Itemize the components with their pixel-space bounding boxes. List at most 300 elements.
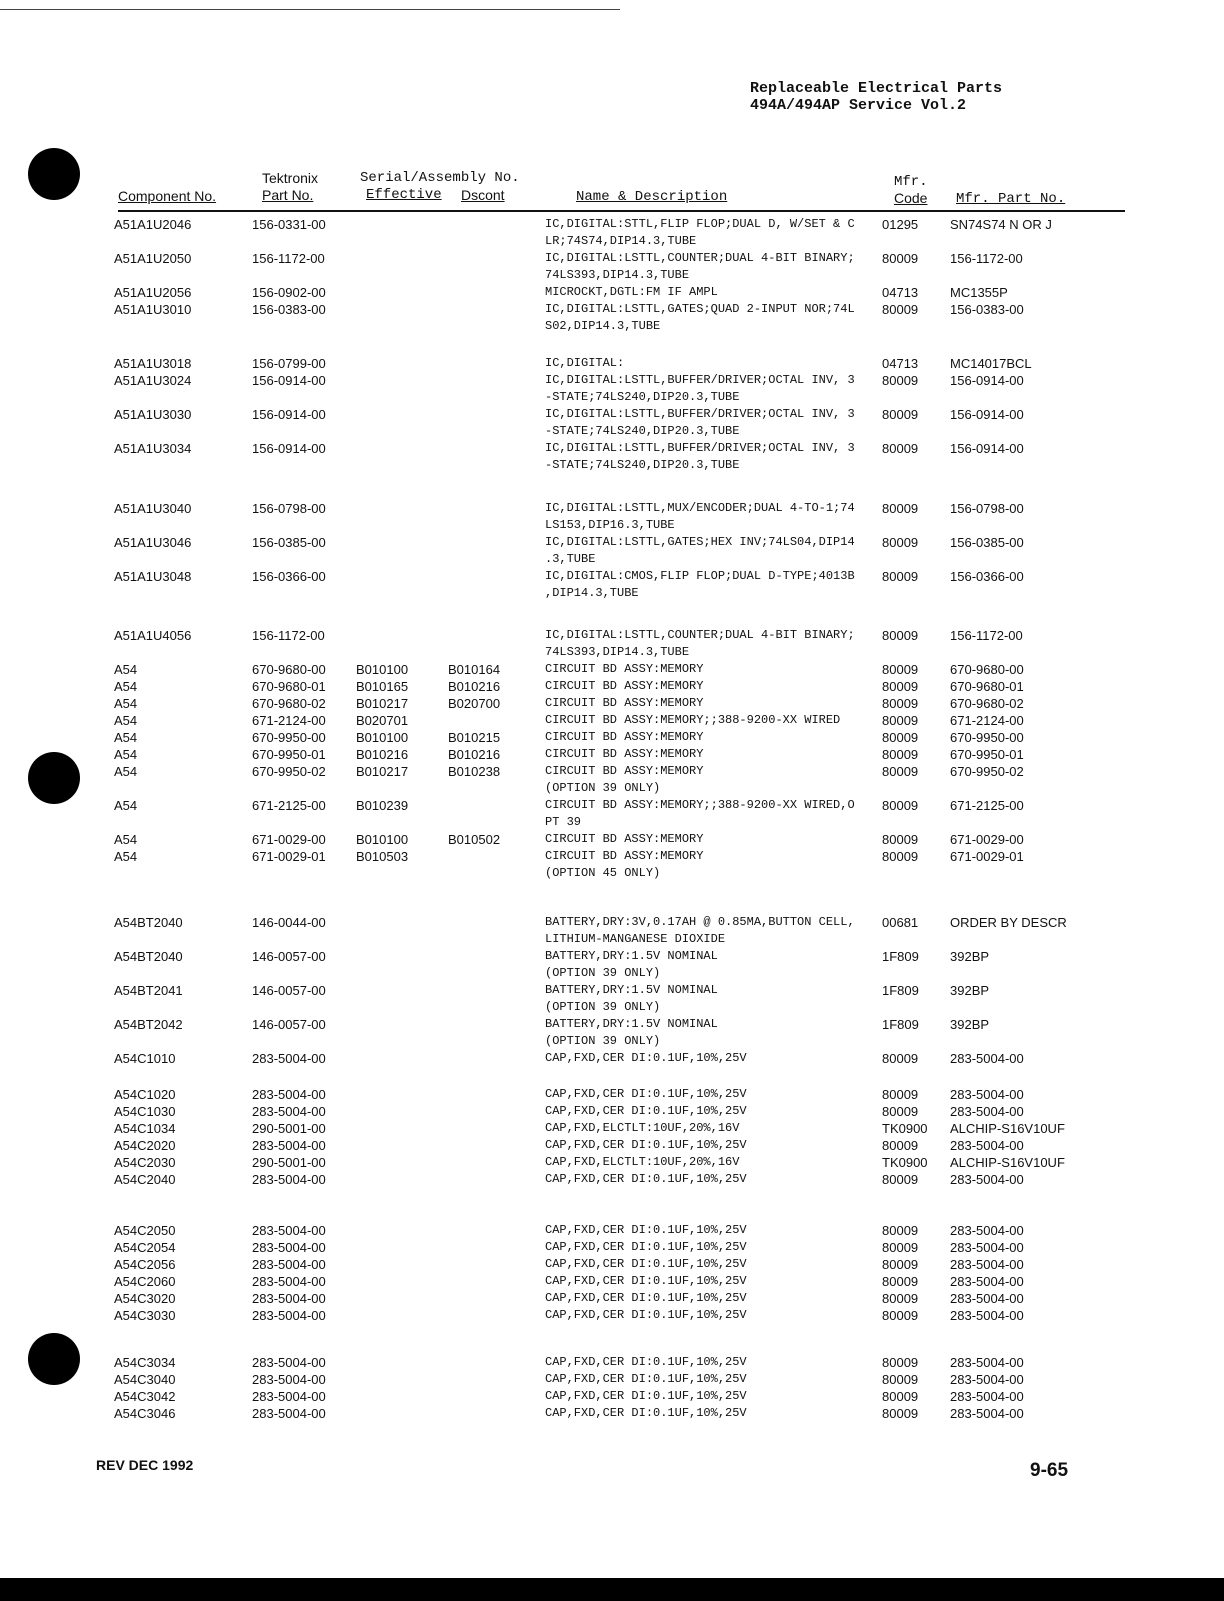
component-no: A54C2030 bbox=[114, 1155, 176, 1170]
table-row bbox=[0, 1388, 1224, 1405]
tek-part-no: 146-0057-00 bbox=[252, 983, 326, 998]
description: CAP,FXD,CER DI:0.1UF,10%,25V bbox=[545, 1138, 747, 1152]
component-no: A54C2060 bbox=[114, 1274, 176, 1289]
mfr-code: 04713 bbox=[882, 285, 919, 300]
table-row bbox=[0, 1256, 1224, 1273]
tek-part-no: 671-0029-00 bbox=[252, 832, 326, 847]
table-row-continuation bbox=[0, 517, 1224, 534]
description: IC,DIGITAL:LSTTL,GATES;QUAD 2-INPUT NOR;74L bbox=[545, 302, 855, 316]
serial-effective: B010216 bbox=[356, 747, 409, 762]
tek-part-no: 670-9950-01 bbox=[252, 747, 326, 762]
component-no: A51A1U4056 bbox=[114, 628, 192, 643]
tek-part-no: 283-5004-00 bbox=[252, 1389, 326, 1404]
tek-part-no: 283-5004-00 bbox=[252, 1240, 326, 1255]
description: CIRCUIT BD ASSY:MEMORY bbox=[545, 679, 704, 693]
description: CIRCUIT BD ASSY:MEMORY bbox=[545, 832, 704, 846]
description: IC,DIGITAL:LSTTL,BUFFER/DRIVER;OCTAL INV, 3 bbox=[545, 407, 855, 421]
table-row bbox=[0, 1307, 1224, 1324]
tek-part-no: 156-0799-00 bbox=[252, 356, 326, 371]
description: CAP,FXD,CER DI:0.1UF,10%,25V bbox=[545, 1223, 747, 1237]
table-row bbox=[0, 948, 1224, 965]
description: CAP,FXD,CER DI:0.1UF,10%,25V bbox=[545, 1274, 747, 1288]
mfr-code: 80009 bbox=[882, 730, 919, 745]
description: -STATE;74LS240,DIP20.3,TUBE bbox=[545, 424, 740, 438]
mfr-part-no: MC1355P bbox=[950, 285, 1008, 300]
mfr-part-no: 392BP bbox=[950, 1017, 990, 1032]
row-group bbox=[0, 1222, 1224, 1324]
mfr-code: 80009 bbox=[882, 1138, 919, 1153]
tek-part-no: 670-9680-00 bbox=[252, 662, 326, 677]
tek-part-no: 156-0383-00 bbox=[252, 302, 326, 317]
table-row bbox=[0, 250, 1224, 267]
table-row bbox=[0, 1273, 1224, 1290]
table-row-continuation bbox=[0, 931, 1224, 948]
component-no: A54C1010 bbox=[114, 1051, 176, 1066]
binder-hole-top bbox=[28, 148, 80, 200]
col-mfr-part: Mfr. Part No. bbox=[956, 191, 1066, 207]
tek-part-no: 156-1172-00 bbox=[252, 251, 325, 266]
serial-effective: B010100 bbox=[356, 662, 409, 677]
component-no: A54 bbox=[114, 696, 138, 711]
component-no: A54C1020 bbox=[114, 1087, 176, 1102]
component-no: A54C3030 bbox=[114, 1308, 176, 1323]
tek-part-no: 283-5004-00 bbox=[252, 1138, 326, 1153]
serial-dscont: B010216 bbox=[448, 747, 501, 762]
tek-part-no: 283-5004-00 bbox=[252, 1291, 326, 1306]
description: LR;74S74,DIP14.3,TUBE bbox=[545, 234, 697, 248]
table-row-continuation bbox=[0, 551, 1224, 568]
description: IC,DIGITAL:LSTTL,BUFFER/DRIVER;OCTAL INV, 3 bbox=[545, 373, 855, 387]
mfr-part-no: 670-9950-02 bbox=[950, 764, 1024, 779]
component-no: A54 bbox=[114, 764, 138, 779]
tek-part-no: 146-0044-00 bbox=[252, 915, 326, 930]
description: IC,DIGITAL: bbox=[545, 356, 625, 370]
table-row bbox=[0, 712, 1224, 729]
mfr-code: 80009 bbox=[882, 849, 919, 864]
table-row bbox=[0, 406, 1224, 423]
tek-part-no: 670-9950-02 bbox=[252, 764, 326, 779]
table-row bbox=[0, 284, 1224, 301]
tek-part-no: 671-2124-00 bbox=[252, 713, 326, 728]
table-row-continuation bbox=[0, 1033, 1224, 1050]
row-group bbox=[0, 216, 1224, 335]
component-no: A54C1030 bbox=[114, 1104, 176, 1119]
table-row bbox=[0, 1154, 1224, 1171]
description: MICROCKT,DGTL:FM IF AMPL bbox=[545, 285, 718, 299]
mfr-part-no: 671-2125-00 bbox=[950, 798, 1024, 813]
component-no: A51A1U2056 bbox=[114, 285, 192, 300]
mfr-code: TK0900 bbox=[882, 1121, 928, 1136]
table-row bbox=[0, 534, 1224, 551]
description: CAP,FXD,CER DI:0.1UF,10%,25V bbox=[545, 1406, 747, 1420]
description: CIRCUIT BD ASSY:MEMORY bbox=[545, 696, 704, 710]
mfr-code: 80009 bbox=[882, 1257, 919, 1272]
mfr-part-no: SN74S74 N OR J bbox=[950, 217, 1052, 232]
component-no: A54BT2040 bbox=[114, 915, 183, 930]
component-no: A51A1U2046 bbox=[114, 217, 192, 232]
tek-part-no: 283-5004-00 bbox=[252, 1274, 326, 1289]
mfr-code: 80009 bbox=[882, 747, 919, 762]
mfr-part-no: 283-5004-00 bbox=[950, 1308, 1024, 1323]
mfr-code: 80009 bbox=[882, 373, 919, 388]
tek-part-no: 146-0057-00 bbox=[252, 949, 326, 964]
mfr-part-no: 283-5004-00 bbox=[950, 1389, 1024, 1404]
mfr-code: 80009 bbox=[882, 1051, 919, 1066]
table-row bbox=[0, 1016, 1224, 1033]
component-no: A54BT2042 bbox=[114, 1017, 183, 1032]
mfr-part-no: 283-5004-00 bbox=[950, 1372, 1024, 1387]
description: CAP,FXD,CER DI:0.1UF,10%,25V bbox=[545, 1104, 747, 1118]
header-title: Replaceable Electrical Parts bbox=[750, 80, 1003, 97]
component-no: A54 bbox=[114, 798, 138, 813]
tek-part-no: 156-0914-00 bbox=[252, 373, 326, 388]
component-no: A54 bbox=[114, 662, 138, 677]
table-row bbox=[0, 1137, 1224, 1154]
description: LS153,DIP16.3,TUBE bbox=[545, 518, 675, 532]
serial-dscont: B010164 bbox=[448, 662, 501, 677]
description: LITHIUM-MANGANESE DIOXIDE bbox=[545, 932, 726, 946]
component-no: A51A1U2050 bbox=[114, 251, 192, 266]
description: CAP,FXD,CER DI:0.1UF,10%,25V bbox=[545, 1372, 747, 1386]
mfr-part-no: 392BP bbox=[950, 949, 990, 964]
col-serial: Serial/Assembly No. bbox=[360, 170, 520, 186]
description: CAP,FXD,CER DI:0.1UF,10%,25V bbox=[545, 1291, 747, 1305]
tek-part-no: 156-0331-00 bbox=[252, 217, 326, 232]
table-row bbox=[0, 1086, 1224, 1103]
component-no: A51A1U3030 bbox=[114, 407, 192, 422]
table-row bbox=[0, 1050, 1224, 1067]
row-group bbox=[0, 500, 1224, 602]
table-row bbox=[0, 763, 1224, 780]
table-row-continuation bbox=[0, 814, 1224, 831]
mfr-code: 80009 bbox=[882, 1291, 919, 1306]
table-row-continuation bbox=[0, 318, 1224, 335]
row-group bbox=[0, 1086, 1224, 1188]
description: -STATE;74LS240,DIP20.3,TUBE bbox=[545, 458, 740, 472]
component-no: A51A1U3010 bbox=[114, 302, 192, 317]
table-row-continuation bbox=[0, 999, 1224, 1016]
tek-part-no: 670-9680-01 bbox=[252, 679, 326, 694]
table-row bbox=[0, 831, 1224, 848]
component-no: A54C3040 bbox=[114, 1372, 176, 1387]
mfr-part-no: 156-1172-00 bbox=[950, 628, 1023, 643]
component-no: A54 bbox=[114, 730, 138, 745]
tek-part-no: 670-9950-00 bbox=[252, 730, 326, 745]
description: IC,DIGITAL:LSTTL,COUNTER;DUAL 4-BIT BINARY; bbox=[545, 628, 855, 642]
header-rule bbox=[118, 210, 1125, 212]
table-row bbox=[0, 797, 1224, 814]
revision-date: REV DEC 1992 bbox=[96, 1457, 194, 1473]
mfr-part-no: 283-5004-00 bbox=[950, 1274, 1024, 1289]
table-row bbox=[0, 216, 1224, 233]
description: CAP,FXD,CER DI:0.1UF,10%,25V bbox=[545, 1051, 747, 1065]
component-no: A54BT2041 bbox=[114, 983, 183, 998]
component-no: A54 bbox=[114, 713, 138, 728]
table-row-continuation bbox=[0, 423, 1224, 440]
component-no: A54 bbox=[114, 747, 138, 762]
mfr-part-no: 283-5004-00 bbox=[950, 1257, 1024, 1272]
col-dscont: Dscont bbox=[461, 187, 505, 203]
component-no: A54BT2040 bbox=[114, 949, 183, 964]
tek-part-no: 290-5001-00 bbox=[252, 1121, 326, 1136]
table-row bbox=[0, 695, 1224, 712]
mfr-part-no: 156-0385-00 bbox=[950, 535, 1024, 550]
table-row bbox=[0, 1171, 1224, 1188]
description: CAP,FXD,CER DI:0.1UF,10%,25V bbox=[545, 1257, 747, 1271]
mfr-code: 80009 bbox=[882, 832, 919, 847]
mfr-part-no: 283-5004-00 bbox=[950, 1291, 1024, 1306]
mfr-part-no: 156-1172-00 bbox=[950, 251, 1023, 266]
description: CIRCUIT BD ASSY:MEMORY;;388-9200-XX WIRED bbox=[545, 713, 841, 727]
row-group bbox=[0, 1354, 1224, 1422]
serial-dscont: B010238 bbox=[448, 764, 501, 779]
table-row bbox=[0, 1222, 1224, 1239]
col-name-desc: Name & Description bbox=[576, 189, 728, 205]
description: BATTERY,DRY:1.5V NOMINAL bbox=[545, 1017, 718, 1031]
description: CAP,FXD,CER DI:0.1UF,10%,25V bbox=[545, 1355, 747, 1369]
mfr-code: 00681 bbox=[882, 915, 919, 930]
table-row bbox=[0, 729, 1224, 746]
mfr-code: 1F809 bbox=[882, 1017, 919, 1032]
tek-part-no: 283-5004-00 bbox=[252, 1051, 326, 1066]
mfr-part-no: 671-2124-00 bbox=[950, 713, 1024, 728]
table-row-continuation bbox=[0, 389, 1224, 406]
mfr-part-no: 283-5004-00 bbox=[950, 1223, 1024, 1238]
table-row bbox=[0, 914, 1224, 931]
mfr-code: 80009 bbox=[882, 1389, 919, 1404]
serial-effective: B010217 bbox=[356, 764, 409, 779]
tek-part-no: 283-5004-00 bbox=[252, 1308, 326, 1323]
col-tek-part: Part No. bbox=[262, 187, 314, 203]
mfr-code: 80009 bbox=[882, 1406, 919, 1421]
col-component: Component No. bbox=[118, 188, 217, 204]
component-no: A51A1U3024 bbox=[114, 373, 192, 388]
serial-effective: B010165 bbox=[356, 679, 409, 694]
mfr-code: 80009 bbox=[882, 1104, 919, 1119]
serial-dscont: B010502 bbox=[448, 832, 501, 847]
description: ,DIP14.3,TUBE bbox=[545, 586, 639, 600]
mfr-code: 80009 bbox=[882, 501, 919, 516]
serial-effective: B010217 bbox=[356, 696, 409, 711]
mfr-code: 80009 bbox=[882, 696, 919, 711]
tek-part-no: 283-5004-00 bbox=[252, 1172, 326, 1187]
mfr-code: 80009 bbox=[882, 662, 919, 677]
description: CAP,FXD,ELCTLT:10UF,20%,16V bbox=[545, 1155, 740, 1169]
tek-part-no: 156-0902-00 bbox=[252, 285, 326, 300]
mfr-code: 01295 bbox=[882, 217, 919, 232]
page-number: 9-65 bbox=[1030, 1460, 1069, 1481]
serial-dscont: B020700 bbox=[448, 696, 501, 711]
header-subtitle: 494A/494AP Service Vol.2 bbox=[750, 97, 967, 114]
tek-part-no: 156-0798-00 bbox=[252, 501, 326, 516]
mfr-part-no: 156-0366-00 bbox=[950, 569, 1024, 584]
table-row bbox=[0, 355, 1224, 372]
col-tek-label: Tektronix bbox=[262, 170, 319, 186]
mfr-code: 80009 bbox=[882, 798, 919, 813]
description: (OPTION 39 ONLY) bbox=[545, 966, 661, 980]
tek-part-no: 156-1172-00 bbox=[252, 628, 325, 643]
table-row bbox=[0, 982, 1224, 999]
tek-part-no: 670-9680-02 bbox=[252, 696, 326, 711]
table-row bbox=[0, 1405, 1224, 1422]
mfr-part-no: MC14017BCL bbox=[950, 356, 1032, 371]
row-group bbox=[0, 914, 1224, 1067]
page-header bbox=[750, 80, 1002, 114]
description: CIRCUIT BD ASSY:MEMORY bbox=[545, 747, 704, 761]
mfr-code: 80009 bbox=[882, 1308, 919, 1323]
table-row bbox=[0, 1120, 1224, 1137]
tek-part-no: 283-5004-00 bbox=[252, 1104, 326, 1119]
description: CAP,FXD,CER DI:0.1UF,10%,25V bbox=[545, 1240, 747, 1254]
mfr-code: 80009 bbox=[882, 1223, 919, 1238]
mfr-code: 04713 bbox=[882, 356, 919, 371]
component-no: A54C2050 bbox=[114, 1223, 176, 1238]
description: CIRCUIT BD ASSY:MEMORY bbox=[545, 662, 704, 676]
tek-part-no: 156-0914-00 bbox=[252, 441, 326, 456]
table-row bbox=[0, 301, 1224, 318]
component-no: A54C2056 bbox=[114, 1257, 176, 1272]
mfr-part-no: 670-9680-02 bbox=[950, 696, 1024, 711]
mfr-code: 80009 bbox=[882, 713, 919, 728]
mfr-part-no: 283-5004-00 bbox=[950, 1104, 1024, 1119]
description: IC,DIGITAL:LSTTL,BUFFER/DRIVER;OCTAL INV, 3 bbox=[545, 441, 855, 455]
tek-part-no: 283-5004-00 bbox=[252, 1257, 326, 1272]
description: (OPTION 39 ONLY) bbox=[545, 781, 661, 795]
col-mfr-code: Code bbox=[894, 190, 928, 206]
mfr-part-no: ALCHIP-S16V10UF bbox=[950, 1155, 1065, 1170]
component-no: A54 bbox=[114, 679, 138, 694]
col-mfr-label: Mfr. bbox=[894, 174, 928, 190]
description: (OPTION 45 ONLY) bbox=[545, 866, 661, 880]
table-row-continuation bbox=[0, 865, 1224, 882]
tek-part-no: 671-2125-00 bbox=[252, 798, 326, 813]
table-row bbox=[0, 661, 1224, 678]
mfr-part-no: 670-9680-01 bbox=[950, 679, 1024, 694]
description: CAP,FXD,CER DI:0.1UF,10%,25V bbox=[545, 1308, 747, 1322]
mfr-part-no: 156-0383-00 bbox=[950, 302, 1024, 317]
table-row-continuation bbox=[0, 644, 1224, 661]
mfr-code: 80009 bbox=[882, 302, 919, 317]
component-no: A54C2054 bbox=[114, 1240, 176, 1255]
mfr-part-no: 670-9950-01 bbox=[950, 747, 1024, 762]
mfr-part-no: 671-0029-01 bbox=[950, 849, 1024, 864]
table-row bbox=[0, 372, 1224, 389]
component-no: A54C1034 bbox=[114, 1121, 176, 1136]
serial-effective: B010503 bbox=[356, 849, 409, 864]
tek-part-no: 283-5004-00 bbox=[252, 1355, 326, 1370]
mfr-code: 80009 bbox=[882, 628, 919, 643]
table-row bbox=[0, 500, 1224, 517]
tek-part-no: 283-5004-00 bbox=[252, 1223, 326, 1238]
serial-effective: B010100 bbox=[356, 832, 409, 847]
table-row bbox=[0, 1354, 1224, 1371]
component-no: A51A1U3034 bbox=[114, 441, 192, 456]
mfr-code: 80009 bbox=[882, 441, 919, 456]
component-no: A54 bbox=[114, 849, 138, 864]
mfr-code: 80009 bbox=[882, 764, 919, 779]
component-no: A54C3020 bbox=[114, 1291, 176, 1306]
table-row bbox=[0, 1371, 1224, 1388]
mfr-part-no: ALCHIP-S16V10UF bbox=[950, 1121, 1065, 1136]
mfr-part-no: 670-9680-00 bbox=[950, 662, 1024, 677]
serial-effective: B010239 bbox=[356, 798, 409, 813]
mfr-part-no: 283-5004-00 bbox=[950, 1087, 1024, 1102]
component-no: A51A1U3018 bbox=[114, 356, 192, 371]
component-no: A51A1U3048 bbox=[114, 569, 192, 584]
table-row bbox=[0, 568, 1224, 585]
mfr-part-no: 156-0914-00 bbox=[950, 407, 1024, 422]
component-no: A54C3042 bbox=[114, 1389, 176, 1404]
mfr-code: 80009 bbox=[882, 1274, 919, 1289]
tek-part-no: 156-0385-00 bbox=[252, 535, 326, 550]
component-no: A54C2020 bbox=[114, 1138, 176, 1153]
description: IC,DIGITAL:LSTTL,GATES;HEX INV;74LS04,DIP14 bbox=[545, 535, 855, 549]
table-row-continuation bbox=[0, 780, 1224, 797]
description: BATTERY,DRY:1.5V NOMINAL bbox=[545, 983, 718, 997]
mfr-code: TK0900 bbox=[882, 1155, 928, 1170]
mfr-part-no: 670-9950-00 bbox=[950, 730, 1024, 745]
mfr-code: 80009 bbox=[882, 1087, 919, 1102]
mfr-part-no: 283-5004-00 bbox=[950, 1240, 1024, 1255]
mfr-code: 80009 bbox=[882, 569, 919, 584]
tek-part-no: 671-0029-01 bbox=[252, 849, 326, 864]
component-no: A54C3034 bbox=[114, 1355, 176, 1370]
mfr-code: 1F809 bbox=[882, 983, 919, 998]
table-row bbox=[0, 1103, 1224, 1120]
table-row-continuation bbox=[0, 267, 1224, 284]
scan-edge bbox=[0, 1578, 1224, 1601]
description: CIRCUIT BD ASSY:MEMORY;;388-9200-XX WIRED,O bbox=[545, 798, 855, 812]
description: IC,DIGITAL:CMOS,FLIP FLOP;DUAL D-TYPE;4013B bbox=[545, 569, 855, 583]
row-group bbox=[0, 627, 1224, 882]
col-effective: Effective bbox=[366, 187, 442, 203]
table-row bbox=[0, 627, 1224, 644]
description: .3,TUBE bbox=[545, 552, 596, 566]
description: BATTERY,DRY:1.5V NOMINAL bbox=[545, 949, 718, 963]
row-group bbox=[0, 355, 1224, 474]
mfr-part-no: 283-5004-00 bbox=[950, 1355, 1024, 1370]
mfr-part-no: 671-0029-00 bbox=[950, 832, 1024, 847]
description: CAP,FXD,CER DI:0.1UF,10%,25V bbox=[545, 1389, 747, 1403]
description: IC,DIGITAL:LSTTL,MUX/ENCODER;DUAL 4-TO-1;74 bbox=[545, 501, 855, 515]
mfr-code: 80009 bbox=[882, 1355, 919, 1370]
mfr-code: 80009 bbox=[882, 679, 919, 694]
mfr-code: 80009 bbox=[882, 535, 919, 550]
mfr-code: 80009 bbox=[882, 251, 919, 266]
mfr-part-no: 156-0798-00 bbox=[950, 501, 1024, 516]
mfr-code: 80009 bbox=[882, 1240, 919, 1255]
tek-part-no: 283-5004-00 bbox=[252, 1406, 326, 1421]
table-row-continuation bbox=[0, 457, 1224, 474]
description: 74LS393,DIP14.3,TUBE bbox=[545, 645, 690, 659]
serial-effective: B020701 bbox=[356, 713, 409, 728]
table-row bbox=[0, 678, 1224, 695]
mfr-part-no: 156-0914-00 bbox=[950, 373, 1024, 388]
mfr-part-no: 156-0914-00 bbox=[950, 441, 1024, 456]
description: CIRCUIT BD ASSY:MEMORY bbox=[545, 764, 704, 778]
mfr-code: 1F809 bbox=[882, 949, 919, 964]
description: BATTERY,DRY:3V,0.17AH @ 0.85MA,BUTTON CELL, bbox=[545, 915, 855, 929]
description: -STATE;74LS240,DIP20.3,TUBE bbox=[545, 390, 740, 404]
component-no: A51A1U3040 bbox=[114, 501, 192, 516]
description: CIRCUIT BD ASSY:MEMORY bbox=[545, 849, 704, 863]
mfr-code: 80009 bbox=[882, 407, 919, 422]
description: 74LS393,DIP14.3,TUBE bbox=[545, 268, 690, 282]
component-no: A54C3046 bbox=[114, 1406, 176, 1421]
top-rule bbox=[0, 9, 620, 10]
table-row bbox=[0, 848, 1224, 865]
description: IC,DIGITAL:LSTTL,COUNTER;DUAL 4-BIT BINARY; bbox=[545, 251, 855, 265]
